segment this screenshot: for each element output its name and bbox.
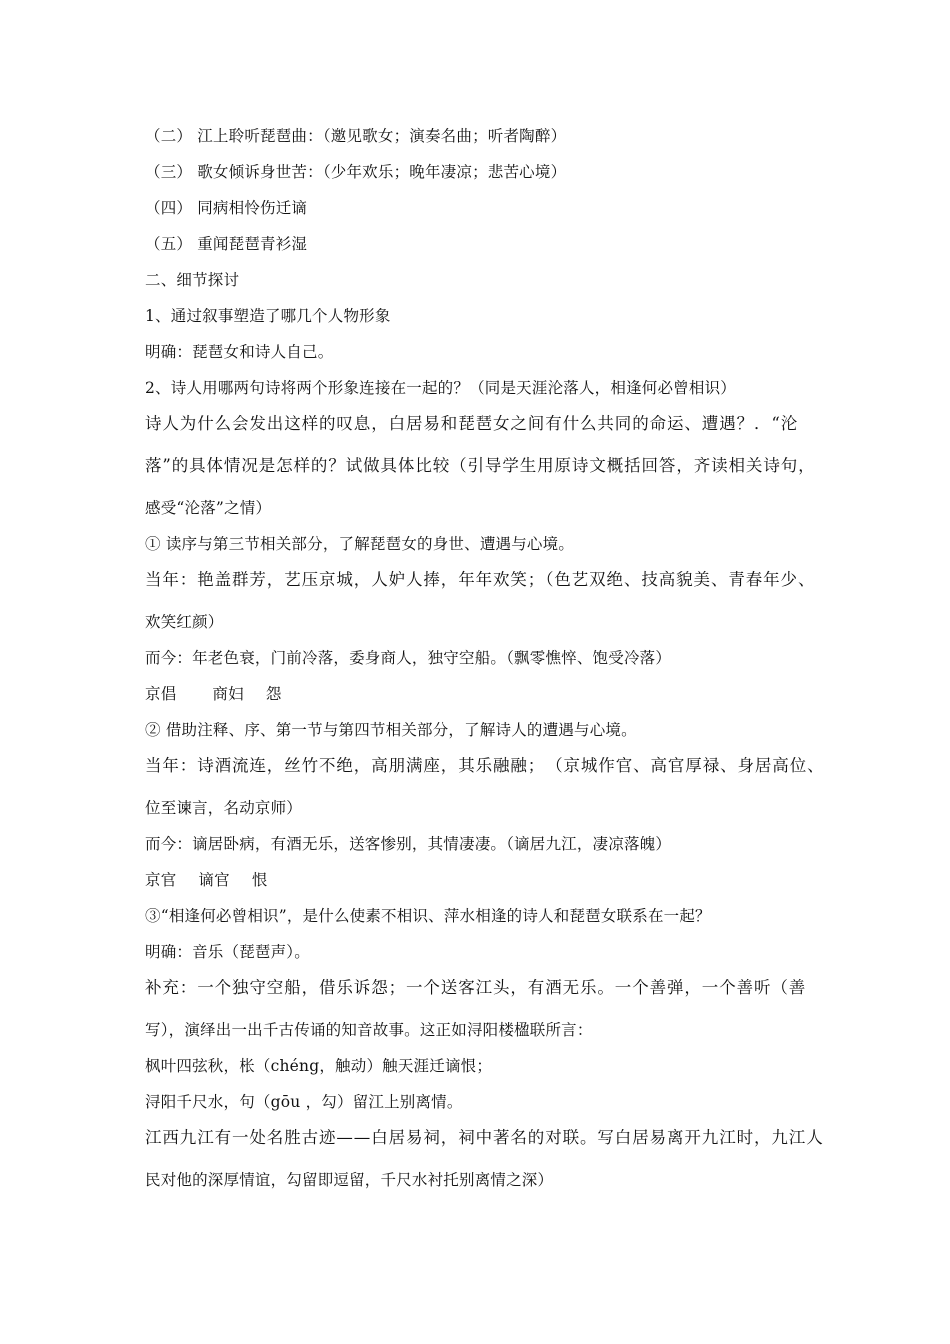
contrast-row-2 [145,869,268,891]
paragraph-line: 补充：一个独守空船，借乐诉怨；一个送客江头，有酒无乐。一个善弹，一个善听（善 [145,978,807,997]
paragraph-line: 当年：诗酒流连，丝竹不绝，高朋满座，其乐融融； （京城作官、高官厚禄、身居高位、 [145,756,825,775]
paragraph-line: 写），演绎出一出千古传诵的知音故事。这正如浔阳楼楹联所言： [145,1021,593,1039]
paragraph-line: 位至谏言，名动京师） [145,799,303,817]
paragraph-line: 欢笑红颜） [145,613,224,631]
step-1: ① 读序与第三节相关部分，了解琵琶女的身世、遭遇与心境。 [145,535,575,553]
contrast-term: 京倡 [145,685,177,703]
couplet-line-2: 浔阳千尺水，句（gōu ，勾）留江上别离情。 [145,1093,463,1111]
question-2: 2、诗人用哪两句诗将两个形象连接在一起的？（同是天涯沦落人，相逢何必曾相识） [145,379,736,397]
contrast-term: 商妇 [212,685,244,703]
outline-item-2: （二） 江上聆听琵琶曲：（邀见歌女；演奏名曲；听者陶醉） [145,127,567,145]
contrast-row-1 [145,683,282,705]
question-1: 1、通过叙事塑造了哪几个人物形象 [145,307,391,325]
paragraph-line: 感受“沦落”之情） [145,499,272,517]
answer-1: 明确：琵琶女和诗人自己。 [145,343,334,361]
outline-item-3: （三） 歌女倾诉身世苦：（少年欢乐；晚年凄凉；悲苦心境） [145,163,567,181]
step-3: ③“相逢何必曾相识”，是什么使素不相识、萍水相逢的诗人和琵琶女联系在一起？ [145,907,711,925]
contrast-term: 谪官 [198,871,230,889]
paragraph-line: 而今：年老色衰，门前冷落，委身商人，独守空船。（飘零憔悴、饱受冷落） [145,649,672,667]
answer-3: 明确：音乐（琵琶声）。 [145,943,310,961]
paragraph-line: 江西九江有一处名胜古迹——白居易祠，祠中著名的对联。写白居易离开九江时，九江人 [145,1128,824,1147]
outline-item-5: （五） 重闻琵琶青衫湿 [145,235,308,253]
contrast-term: 京官 [145,871,177,889]
step-2: ② 借助注释、序、第一节与第四节相关部分，了解诗人的遭遇与心境。 [145,721,637,739]
contrast-term: 恨 [251,871,268,889]
outline-item-4: （四） 同病相怜伤迁谪 [145,199,308,217]
paragraph-line: 落”的具体情况是怎样的？试做具体比较（引导学生用原诗文概括回答，齐读相关诗句， [145,456,816,475]
paragraph-line: 当年：艳盖群芳，艺压京城，人妒人捧，年年欢笑；（色艺双绝、技高貌美、青春年少、 [145,570,816,589]
paragraph-line: 诗人为什么会发出这样的叹息，白居易和琵琶女之间有什么共同的命运、遭遇？．“沦 [145,414,799,433]
paragraph-line: 民对他的深厚情谊，勾留即逗留，千尺水衬托别离情之深） [145,1171,554,1189]
section-heading: 二、细节探讨 [145,271,240,289]
contrast-term: 怨 [265,685,282,703]
paragraph-line: 而今：谪居卧病，有酒无乐，送客惨别，其情凄凄。（谪居九江，凄凉落魄） [145,835,672,853]
couplet-line-1: 枫叶四弦秋，枨（chéng，触动）触天涯迁谪恨； [145,1057,493,1075]
